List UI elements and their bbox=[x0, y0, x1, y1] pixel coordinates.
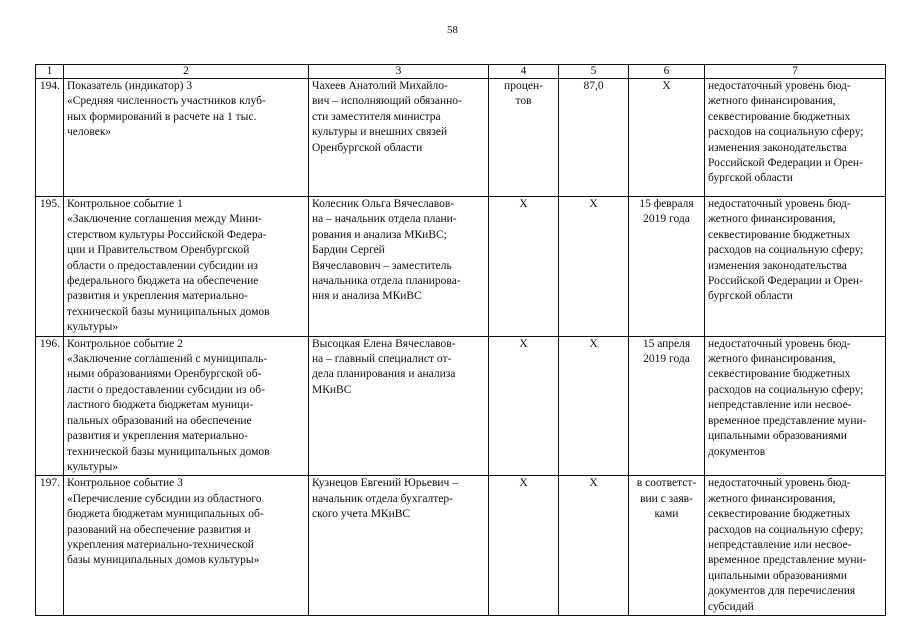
responsible-person: Кузнецов Евгений Юрьевич – начальник отдела бухгалтер- ского учета МКиВС bbox=[309, 476, 489, 616]
indicator-description: Показатель (индикатор) 3 «Средняя численность участников клуб- ных формирований в расчете на 1 тыс. человек» bbox=[64, 79, 309, 197]
unit-of-measure: Х bbox=[489, 197, 559, 337]
row-number: 194. bbox=[36, 79, 64, 197]
target-value: Х bbox=[559, 336, 629, 476]
unit-of-measure: Х bbox=[489, 336, 559, 476]
indicator-description: Контрольное событие 2 «Заключение соглашений с муниципаль- ными образованиями Оренбургской об- ласти о предоставлении субсидии из об- ластного бюджета бюджетам муници- пальных образований на обеспечение развития и укрепления материально- технической базы муниципальных домов культуры» bbox=[64, 336, 309, 476]
target-value: Х bbox=[559, 197, 629, 337]
table-row bbox=[36, 336, 886, 476]
unit-of-measure: процен- тов bbox=[489, 79, 559, 197]
table-row bbox=[36, 197, 886, 337]
row-number: 195. bbox=[36, 197, 64, 337]
header-col-7: 7 bbox=[705, 65, 886, 79]
deadline: 15 апреля 2019 года bbox=[629, 336, 705, 476]
risk-factors: недостаточный уровень бюд- жетного финансирования, секвестирование бюджетных расходов на социальную сферу; непредставление или несвое- временное представление муни- ципальными образованиями документов bbox=[705, 336, 886, 476]
risk-factors: недостаточный уровень бюд- жетного финансирования, секвестирование бюджетных расходов на социальную сферу; изменения законодательства Российской Федерации и Орен- бургской области bbox=[705, 197, 886, 337]
deadline: 15 февраля 2019 года bbox=[629, 197, 705, 337]
table-header bbox=[36, 65, 886, 79]
target-value: 87,0 bbox=[559, 79, 629, 197]
table-row bbox=[36, 476, 886, 616]
header-col-4: 4 bbox=[489, 65, 559, 79]
unit-of-measure: Х bbox=[489, 476, 559, 616]
page-number: 58 bbox=[447, 24, 458, 36]
target-value: Х bbox=[559, 476, 629, 616]
deadline: Х bbox=[629, 79, 705, 197]
program-table bbox=[35, 64, 886, 616]
header-col-2: 2 bbox=[64, 65, 309, 79]
header-col-5: 5 bbox=[559, 65, 629, 79]
responsible-person: Колесник Ольга Вячеславов- на – начальник отдела плани- рования и анализа МКиВС; Бардин Сергей Вячеславович – заместитель начальника отдела планирова- ния и анализа МКиВС bbox=[309, 197, 489, 337]
responsible-person: Чахеев Анатолий Михайло- вич – исполняющий обязанно- сти заместителя министра культуры и внешних связей Оренбургской области bbox=[309, 79, 489, 197]
responsible-person: Высоцкая Елена Вячеславов- на – главный специалист от- дела планирования и анализа МКиВС bbox=[309, 336, 489, 476]
row-number: 197. bbox=[36, 476, 64, 616]
indicator-description: Контрольное событие 1 «Заключение соглашения между Мини- стерством культуры Российской Федера- ции и Правительством Оренбургской области о предоставлении субсидии из федерального бюджета на обеспечение развития и укрепления материально- технической базы муниципальных домов культуры» bbox=[64, 197, 309, 337]
header-col-1: 1 bbox=[36, 65, 64, 79]
table-body bbox=[36, 79, 886, 616]
indicator-description: Контрольное событие 3 «Перечисление субсидии из областного бюджета бюджетам муниципальных об- разований на обеспечение развития и укрепления материально-технической базы муниципальных домов культуры» bbox=[64, 476, 309, 616]
header-row bbox=[36, 65, 886, 79]
table-row bbox=[36, 79, 886, 197]
deadline: в соответст- вии с заяв- ками bbox=[629, 476, 705, 616]
header-col-3: 3 bbox=[309, 65, 489, 79]
risk-factors: недостаточный уровень бюд- жетного финансирования, секвестирование бюджетных расходов на социальную сферу; изменения законодательства Российской Федерации и Орен- бургской области bbox=[705, 79, 886, 197]
header-col-6: 6 bbox=[629, 65, 705, 79]
row-number: 196. bbox=[36, 336, 64, 476]
risk-factors: недостаточный уровень бюд- жетного финансирования, секвестирование бюджетных расходов на социальную сферу; непредставление или несвое- временное представление муни- ципальными образованиями документов для перечисления субсидий bbox=[705, 476, 886, 616]
